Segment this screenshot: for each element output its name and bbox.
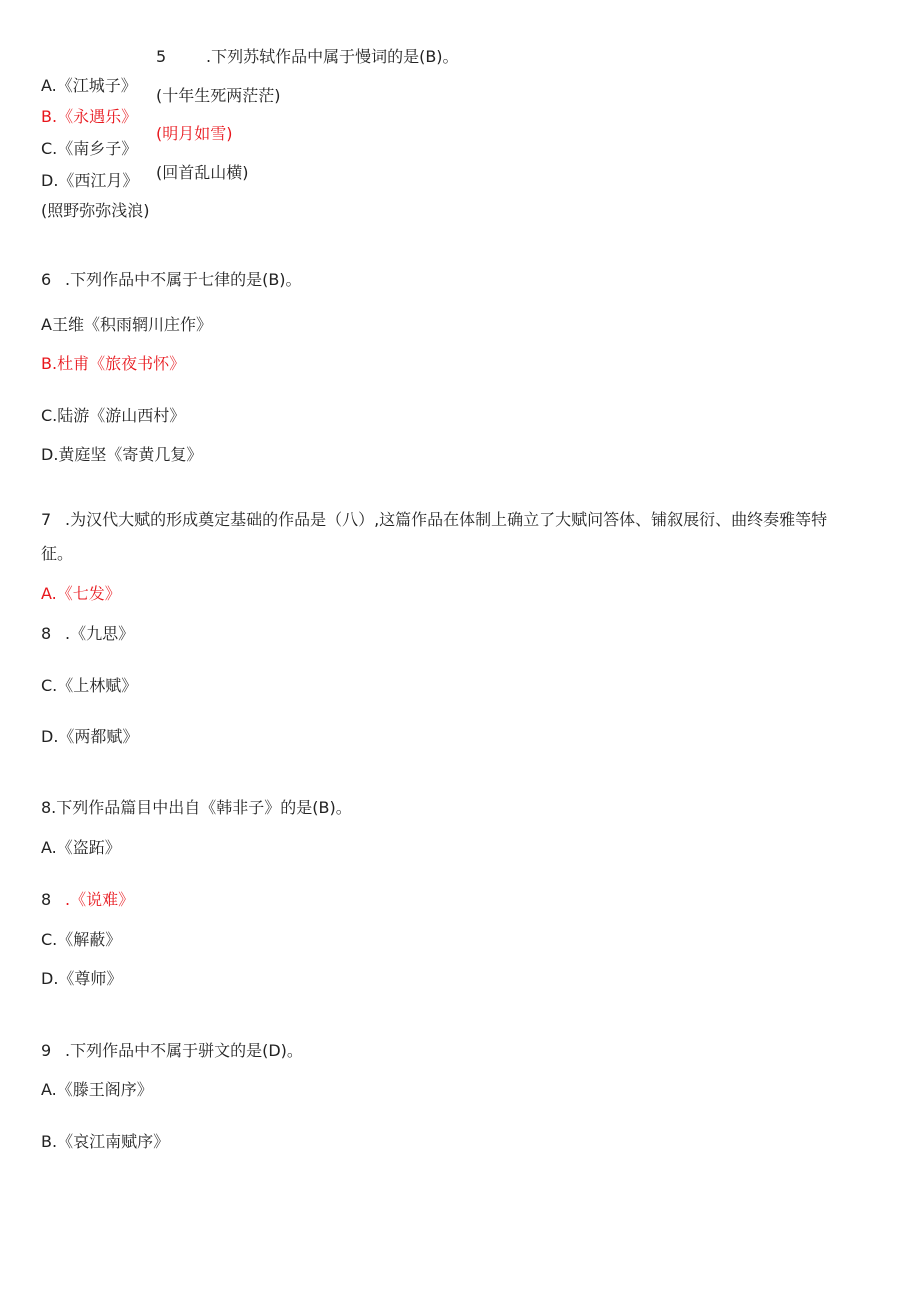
option-c: C.陆游《游山西村》 [41, 406, 186, 425]
question-number: 5 [156, 47, 167, 66]
option-c: C.《上林赋》 [41, 676, 138, 695]
option-b [41, 624, 134, 644]
option-b-note: (明月如雪) [156, 124, 233, 143]
option-number: 8 [41, 624, 52, 643]
option-b-correct: B.《永遇乐》 [41, 107, 138, 126]
option-d: D.《西江月》 [41, 171, 139, 190]
question-8-stem: 8.下列作品篇目中出自《韩非子》的是(B)。 [41, 798, 352, 817]
question-text: .下列作品中不属于七律的是(B)。 [65, 270, 302, 289]
option-a: A.《盗跖》 [41, 838, 121, 857]
option-a-note: (十年生死两茫茫) [156, 86, 281, 105]
option-a: A.《滕王阁序》 [41, 1080, 153, 1099]
option-d-note: (照野弥弥浅浪) [41, 201, 150, 220]
question-5-stem [156, 47, 459, 67]
question-text: .为汉代大赋的形成奠定基础的作品是（八）,这篇作品在体制上确立了大赋问答体、铺叙展衍、曲终奏雅等特 [65, 510, 828, 529]
question-number: 6 [41, 270, 52, 289]
question-text: .下列苏轼作品中属于慢词的是(B)。 [206, 47, 459, 66]
option-b-correct: B.杜甫《旅夜书怀》 [41, 354, 186, 373]
option-c: C.《解蔽》 [41, 930, 122, 949]
option-c: C.《南乡子》 [41, 139, 138, 158]
option-b-correct [41, 890, 134, 910]
option-c-note: (回首乱山横) [156, 163, 249, 182]
question-9-stem [41, 1041, 303, 1061]
option-d: D.《尊师》 [41, 969, 123, 988]
question-7-stem-continued: 征。 [41, 544, 74, 563]
option-a-correct: A.《七发》 [41, 584, 121, 603]
option-number: 8 [41, 890, 52, 909]
option-a: A.《江城子》 [41, 76, 137, 95]
option-text: .《说难》 [65, 890, 135, 909]
question-7-stem [41, 510, 827, 530]
option-d: D.黄庭坚《寄黄几复》 [41, 445, 203, 464]
question-6-stem [41, 270, 302, 290]
option-a: A王维《积雨辋川庄作》 [41, 315, 212, 334]
question-text: .下列作品中不属于骈文的是(D)。 [65, 1041, 303, 1060]
question-number: 7 [41, 510, 52, 529]
option-d: D.《两都赋》 [41, 727, 139, 746]
option-b: B.《哀江南赋序》 [41, 1132, 170, 1151]
option-text: .《九思》 [65, 624, 135, 643]
question-number: 9 [41, 1041, 52, 1060]
